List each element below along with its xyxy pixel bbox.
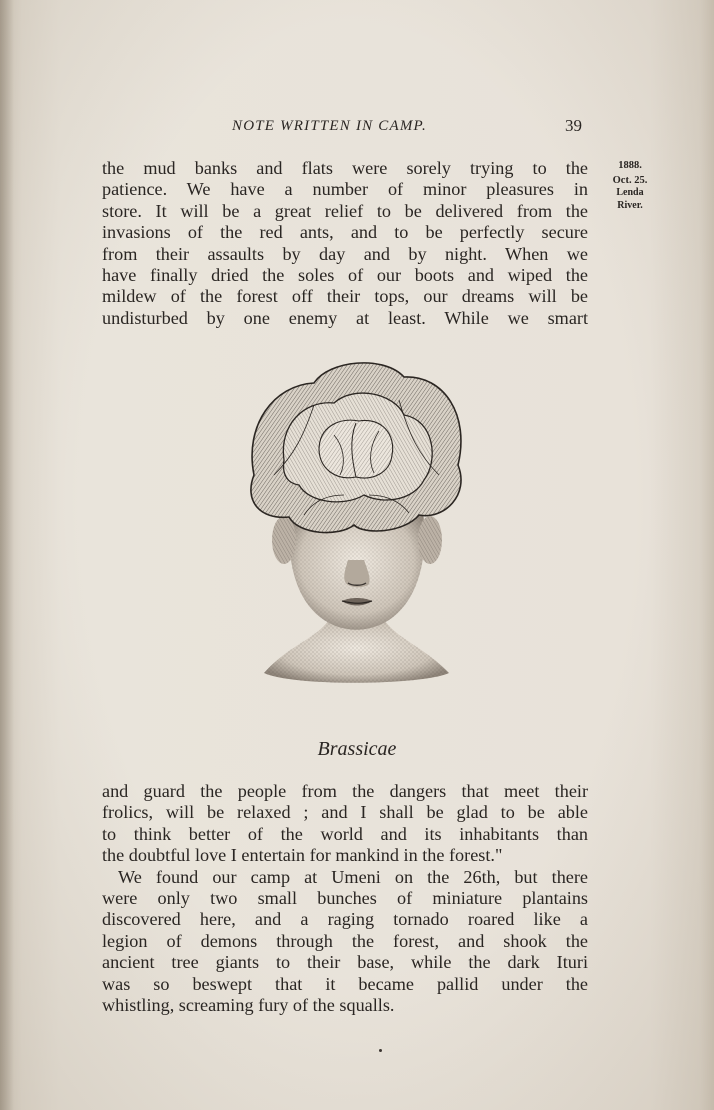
text-line: to think better of the world and its inhabitants than <box>102 823 588 844</box>
running-head-title: NOTE WRITTEN IN CAMP. <box>232 118 427 134</box>
text-line: the mud banks and flats were sorely trying to the <box>102 158 588 178</box>
margin-note-year: 1888. <box>618 160 642 171</box>
text-line: We found our camp at Umeni on the 26th, but there <box>118 866 588 887</box>
text-line: were only two small bunches of miniature plantains <box>102 887 588 908</box>
text-line: discovered here, and a raging tornado roared like a <box>102 909 588 930</box>
ink-dot <box>379 1049 382 1052</box>
running-head <box>0 118 714 142</box>
text-line: ancient tree giants to their base, while the dark Ituri <box>102 952 588 973</box>
figure-caption: Brassicae <box>317 738 397 760</box>
text-line: invasions of the red ants, and to be perfectly secure <box>102 222 588 243</box>
margin-note-date: Oct. 25. <box>612 174 648 186</box>
cabbage-head-icon <box>244 355 470 700</box>
text-line: frolics, will be relaxed ; and I shall be glad to be able <box>102 802 588 823</box>
text-line: the doubtful love I entertain for mankind in the forest." <box>102 845 503 866</box>
spine-shadow <box>0 0 14 1110</box>
text-line: from their assaults by day and by night. When we <box>102 243 588 264</box>
text-line: mildew of the forest off their tops, our dreams will be <box>102 286 588 307</box>
page-number: 39 <box>565 116 582 135</box>
text-line: was so beswept that it became pallid under the <box>102 973 588 994</box>
text-line: store. It will be a great relief to be delivered from the <box>102 200 588 221</box>
margin-note-place-2: River. <box>617 199 643 211</box>
paragraph-top <box>102 158 588 329</box>
text-line: undisturbed by one enemy at least. While we smart <box>102 307 588 328</box>
text-line: and guard the people from the dangers that meet their <box>102 781 588 801</box>
text-line: legion of demons through the forest, and shook the <box>102 930 588 951</box>
text-line: whistling, screaming fury of the squalls. <box>102 994 395 1015</box>
text-line: have finally dried the soles of our boots and wiped the <box>102 264 588 285</box>
cabbage-bust-illustration <box>244 355 470 700</box>
paragraph-bottom <box>102 781 588 1016</box>
margin-note <box>600 160 660 212</box>
margin-note-place-1: Lenda <box>616 187 644 198</box>
text-line: patience. We have a number of minor pleasures in <box>102 179 588 200</box>
